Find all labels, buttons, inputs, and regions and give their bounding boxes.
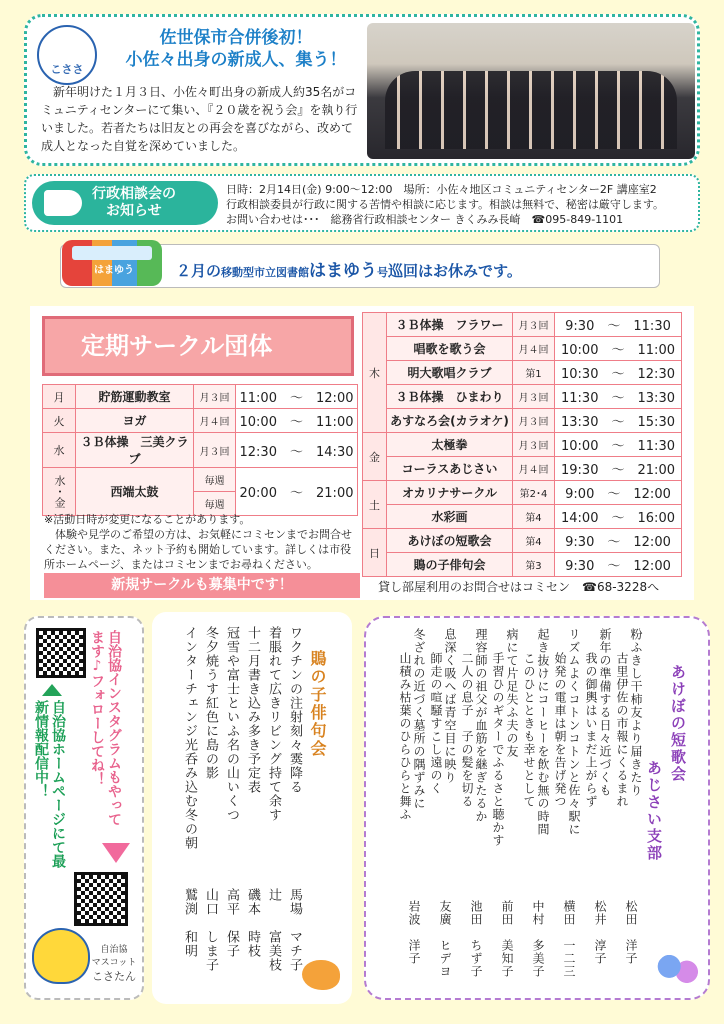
tanka-author: 松井 淳子 bbox=[593, 900, 607, 965]
recruit-banner: 新規サークルも募集中です！ bbox=[44, 573, 360, 598]
homepage-qr-code[interactable] bbox=[36, 628, 86, 678]
homepage-text: 自治協ホームページにて最新情報配信中！ bbox=[33, 700, 66, 868]
kosatan-mascot bbox=[32, 928, 90, 984]
circle-time: 9:30 ～ 12:00 bbox=[555, 553, 682, 577]
news-body: 新年明けた１月３日、小佐々町出身の新成人約35名がコミュニティセンターにて集い、『２０歳を祝う会』を執り行いました。若者たちは旧友との再会を喜びながら、改めて成人となった自覚を深めていました。 bbox=[41, 85, 358, 153]
circle-name: あすなろ会(カラオケ) bbox=[387, 409, 513, 433]
circle-time: 9:00 ～ 12:00 bbox=[555, 481, 682, 505]
circles-notes: ※活動日時が変更になることがあります。 体験や見学のご希望の方は、お気軽にコミセンまでお問合せください。また、ネット予約も開始しています。詳しくは市役所ホームページ、またはコミセンまでお尋ねください。 bbox=[44, 513, 352, 571]
circle-time: 14:00 ～ 16:00 bbox=[555, 505, 682, 529]
circle-name: ３Ｂ体操 ひまわり bbox=[387, 385, 513, 409]
haiku-poem: 冬夕焼うす紅色に島の影 bbox=[203, 626, 218, 780]
tanka-poem-line-1: 冬ざれの近づく墓所の隅ずみに bbox=[412, 628, 426, 810]
circle-row bbox=[363, 457, 682, 481]
circle-time: 9:30 ～ 12:00 bbox=[555, 529, 682, 553]
tanka-poem-line-2: 古里伊佐の市報にくるまれ bbox=[615, 652, 629, 808]
tanka-author: 前田 美知子 bbox=[500, 900, 514, 978]
tanka-title: あけぼの短歌会 bbox=[669, 664, 687, 783]
circle-row bbox=[363, 409, 682, 433]
instagram-qr-code[interactable] bbox=[74, 872, 128, 926]
consultation-notice bbox=[24, 174, 700, 232]
instagram-text: 自治協インスタグラムもやってます♪フォローしてね！ bbox=[89, 630, 122, 826]
bus-icon bbox=[62, 240, 162, 286]
circle-frequency: 月３回 bbox=[513, 433, 555, 457]
news-title-line-2: 小佐々出身の新成人、集う！ bbox=[125, 50, 347, 70]
circle-day: 水・金 bbox=[43, 468, 76, 516]
bus-label: はまゆう bbox=[94, 265, 134, 276]
circle-row bbox=[363, 481, 682, 505]
tanka-poem-line-1: 新年の準備する日々近づくも bbox=[598, 628, 612, 797]
kosasa-logo bbox=[37, 25, 97, 85]
circles-table-right bbox=[362, 312, 682, 577]
circle-frequency: 毎週 bbox=[194, 492, 236, 516]
circle-row bbox=[43, 385, 358, 409]
megaphone-icon bbox=[44, 190, 82, 216]
circle-frequency: 第2･4 bbox=[513, 481, 555, 505]
haiku-poem: ワクチンの注射刻々霙降る bbox=[287, 626, 302, 794]
circle-row bbox=[363, 433, 682, 457]
circle-name: ３Ｂ体操 フラワー bbox=[387, 313, 513, 337]
circle-name: あけぼの短歌会 bbox=[387, 529, 513, 553]
circle-frequency: 月３回 bbox=[513, 313, 555, 337]
circle-name: ヨガ bbox=[76, 409, 194, 433]
haiku-author: 馬場 マチ子 bbox=[287, 888, 302, 972]
haiku-author: 鷲渕 和明 bbox=[182, 888, 197, 958]
circle-frequency: 第1 bbox=[513, 361, 555, 385]
circle-time: 11:30 ～ 13:30 bbox=[555, 385, 682, 409]
circle-row bbox=[363, 505, 682, 529]
tanka-poem-line-2: 始発の電車は朝を告げ発つ bbox=[553, 652, 567, 808]
haiku-author: 山口 しま子 bbox=[203, 888, 218, 972]
circle-time: 12:30 ～ 14:30 bbox=[236, 433, 358, 468]
tanka-author: 友廣 ヒデヨ bbox=[438, 900, 452, 978]
tanka-poem-line-2: 山積み枯葉のひらひらと舞ふ bbox=[398, 652, 412, 821]
haiku-poem: 十二月書き込み多き予定表 bbox=[245, 626, 260, 794]
tanka-poem-line-1: 息深く吸へば青空目に映り bbox=[443, 628, 457, 784]
circle-row bbox=[363, 553, 682, 577]
circle-day: 土 bbox=[363, 481, 387, 529]
tanka-poem-line-1: 病にて片足失ふ夫の友 bbox=[505, 628, 519, 758]
circle-frequency: 月３回 bbox=[194, 433, 236, 468]
circle-time: 11:00 ～ 12:00 bbox=[236, 385, 358, 409]
haiku-poem: 冠雪や富士といふ名の山いくつ bbox=[224, 626, 239, 822]
news-section bbox=[24, 14, 700, 166]
circle-name: 太極拳 bbox=[387, 433, 513, 457]
tanka-poem-line-2: このひとときも幸せとして bbox=[522, 652, 536, 808]
circles-title: 定期サークル団体 bbox=[42, 316, 354, 376]
tanka-poem-line-1: 起き抜けにコーヒーを飲む無の時間 bbox=[536, 628, 550, 836]
rental-contact: 貸し部屋利用のお問合せはコミセン ☎68-3228へ bbox=[378, 580, 660, 594]
circle-time: 10:00 ～ 11:30 bbox=[555, 433, 682, 457]
tanka-poem-line-1: リズムよくコトンコトンと佐々駅に bbox=[567, 628, 581, 836]
circle-name: 貯筋運動教室 bbox=[76, 385, 194, 409]
circle-time: 13:30 ～ 15:30 bbox=[555, 409, 682, 433]
circle-time: 20:00 ～ 21:00 bbox=[236, 468, 358, 516]
circle-frequency: 月４回 bbox=[513, 457, 555, 481]
circle-frequency: 月４回 bbox=[513, 337, 555, 361]
circle-name: 西端太鼓 bbox=[76, 468, 194, 516]
circle-name: コーラスあじさい bbox=[387, 457, 513, 481]
consultation-badge-line-2: お知らせ bbox=[106, 203, 162, 219]
group-photo bbox=[367, 23, 695, 159]
circle-day: 火 bbox=[43, 409, 76, 433]
circle-name: 明大歌唱クラブ bbox=[387, 361, 513, 385]
circle-time: 10:30 ～ 12:30 bbox=[555, 361, 682, 385]
logo-text: こささ bbox=[50, 63, 84, 76]
circle-day: 水 bbox=[43, 433, 76, 468]
haiku-author: 磯本 時枝 bbox=[245, 888, 260, 958]
circle-row bbox=[43, 468, 358, 492]
circle-row bbox=[43, 433, 358, 468]
circle-time: 10:00 ～ 11:00 bbox=[555, 337, 682, 361]
circle-row bbox=[363, 361, 682, 385]
circle-name: 鵙の子俳句会 bbox=[387, 553, 513, 577]
circle-name: 唱歌を歌う会 bbox=[387, 337, 513, 361]
haiku-poem: インターチェンジ光呑み込む冬の朝 bbox=[182, 626, 197, 850]
tanka-subtitle: あじさい支部 bbox=[645, 760, 663, 862]
arrow-up-icon bbox=[42, 684, 62, 696]
circle-frequency: 月３回 bbox=[513, 409, 555, 433]
circle-frequency: 月４回 bbox=[194, 409, 236, 433]
circle-day: 日 bbox=[363, 529, 387, 577]
tanka-poem-line-1: 理容師の祖父が血筋を継ぎたるか bbox=[474, 628, 488, 823]
circle-frequency: 月３回 bbox=[513, 385, 555, 409]
circle-day: 月 bbox=[43, 385, 76, 409]
circle-name: 水彩画 bbox=[387, 505, 513, 529]
tanka-poem-line-2: 手習ひのギターでふるさと聴かす bbox=[491, 652, 505, 847]
tanka-author: 池田 ちず子 bbox=[469, 900, 483, 978]
news-title-line-1: 佐世保市合併後初！ bbox=[159, 28, 313, 48]
circle-row bbox=[43, 409, 358, 433]
consultation-text bbox=[226, 182, 696, 227]
circle-frequency: 第4 bbox=[513, 529, 555, 553]
circle-name: オカリナサークル bbox=[387, 481, 513, 505]
consultation-contact: お問い合わせは･･･ 総務省行政相談センター きくみみ長崎 ☎095-849-1101 bbox=[226, 213, 624, 226]
circle-row bbox=[363, 313, 682, 337]
circle-frequency: 月３回 bbox=[194, 385, 236, 409]
circle-time: 9:30 ～ 11:30 bbox=[555, 313, 682, 337]
haiku-title: 鵙の子俳句会 bbox=[308, 650, 327, 758]
circle-time: 10:00 ～ 11:00 bbox=[236, 409, 358, 433]
bird-icon bbox=[302, 960, 340, 990]
bus-message: ２月の移動型市立図書館はまゆう号巡回はお休みです。 bbox=[176, 261, 522, 281]
consultation-desc: 行政相談委員が行政に関する苦情や相談に応じます。相談は無料で、秘密は厳守します。 bbox=[226, 198, 665, 211]
circle-row bbox=[363, 337, 682, 361]
haiku-author: 辻 富美枝 bbox=[266, 888, 281, 972]
tanka-poem-line-1: 粉ふきし干柿友より届きたり bbox=[629, 628, 643, 797]
news-title bbox=[111, 27, 361, 71]
consultation-date: 日時：2月14日(金) 9:00～12:00 場所：小佐々地区コミュニティセンター2F 講座室2 bbox=[226, 183, 657, 196]
circles-table-left bbox=[42, 384, 358, 516]
circle-row bbox=[363, 529, 682, 553]
tanka-poem-line-2: 二人の息子 子の髪を切る bbox=[460, 652, 474, 808]
tanka-author: 中村 多美子 bbox=[531, 900, 545, 978]
tanka-poem-line-2: 我の御輿はいまだ上がらず bbox=[584, 652, 598, 808]
circle-frequency: 第4 bbox=[513, 505, 555, 529]
circle-day: 木 bbox=[363, 313, 387, 433]
haiku-poem: 着脹れて広きリビング持て余す bbox=[266, 626, 281, 822]
circle-frequency: 第3 bbox=[513, 553, 555, 577]
circle-name: ３Ｂ体操 三美クラブ bbox=[76, 433, 194, 468]
tanka-poem-line-2: 師走の喧騒すこし遠のく bbox=[429, 652, 443, 795]
circle-time: 19:30 ～ 21:00 bbox=[555, 457, 682, 481]
tanka-author: 松田 洋子 bbox=[624, 900, 638, 965]
mascot-label: 自治協 マスコット こさたん bbox=[91, 945, 137, 983]
consultation-badge bbox=[32, 181, 218, 225]
arrow-down-icon bbox=[102, 843, 130, 863]
consultation-badge-line-1: 行政相談会の bbox=[92, 186, 176, 202]
flower-icon bbox=[656, 952, 700, 988]
circle-frequency: 毎週 bbox=[194, 468, 236, 492]
tanka-author: 横田 一二三 bbox=[562, 900, 576, 978]
circle-day: 金 bbox=[363, 433, 387, 481]
tanka-author: 岩波 洋子 bbox=[407, 900, 421, 965]
circle-row bbox=[363, 385, 682, 409]
haiku-author: 高平 保子 bbox=[224, 888, 239, 958]
